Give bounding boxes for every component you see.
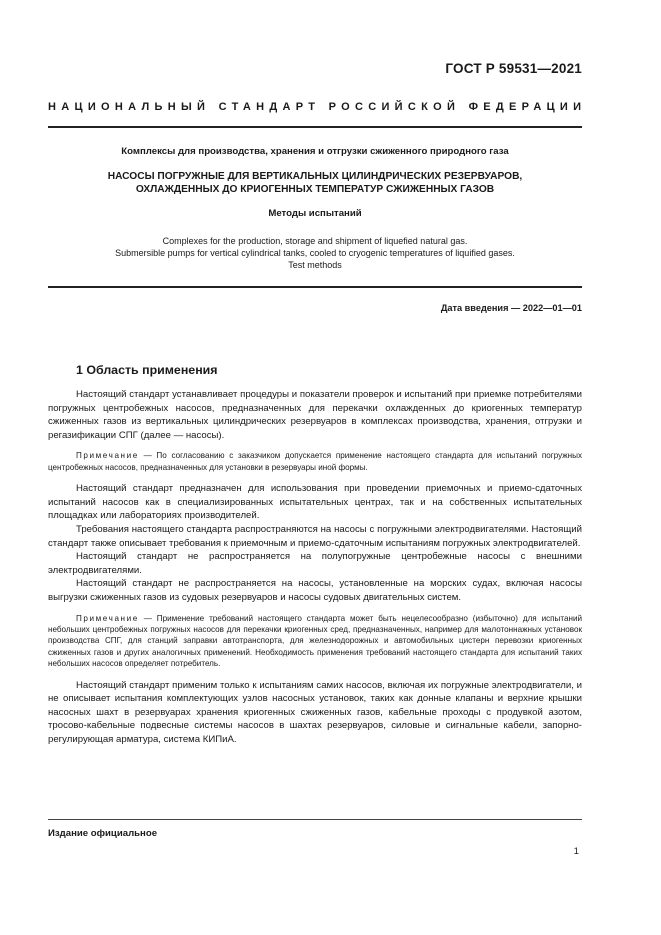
title-divider xyxy=(48,286,582,288)
section-heading: 1 Область применения xyxy=(76,363,218,377)
document-title xyxy=(48,170,582,196)
note-2 xyxy=(48,613,582,670)
title-line-1: НАСОСЫ ПОГРУЖНЫЕ ДЛЯ ВЕРТИКАЛЬНЫХ ЦИЛИНДРИЧЕСКИХ РЕЗЕРВУАРОВ, xyxy=(107,171,523,182)
english-title xyxy=(48,235,582,272)
english-line-3: Test methods xyxy=(288,260,342,271)
english-line-2: Submersible pumps for vertical cylindrical tanks, cooled to cryogenic temperatures of liquified gases. xyxy=(115,248,515,259)
paragraph-2: Настоящий стандарт предназначен для использования при проведении приемочных и приемо-сдаточных испытаний насосов как в специализированных испытательных центрах, так и на собственных испытательных площадках или лабораториях производителей. xyxy=(48,483,582,522)
note-1 xyxy=(48,450,582,473)
footer-divider xyxy=(48,819,582,820)
top-divider xyxy=(48,126,582,128)
document-subtitle: Комплексы для производства, хранения и отгрузки сжиженного природного газа xyxy=(121,146,509,157)
standard-number: ГОСТ Р 59531—2021 xyxy=(445,61,582,76)
section-body xyxy=(48,388,582,747)
note-text: — Применение требований настоящего стандарта может быть нецелесообразно (избыточно) для испытаний небольших центробежных погружных насосов для перекачки криогенных сред, предназначенных, например для малотоннажных установок производства СПГ, для станций заправки автотранспорта, для железнодорожных и автомобильных цистерн перевозки криогенных сжиженных газов и других аналогичных применений. Необходимость применения требований настоящего стандарта для испытаний таких небольших насосов определяет потребитель. xyxy=(48,613,582,669)
page-number: 1 xyxy=(573,846,579,857)
methods-heading: Методы испытаний xyxy=(268,208,362,219)
note-label: Примечание xyxy=(76,451,139,461)
title-line-2: ОХЛАЖДЕННЫХ ДО КРИОГЕННЫХ ТЕМПЕРАТУР СЖИЖЕННЫХ ГАЗОВ xyxy=(135,184,495,195)
official-edition: Издание официальное xyxy=(48,828,158,839)
national-standard-heading: НАЦИОНАЛЬНЫЙ СТАНДАРТ РОССИЙСКОЙ ФЕДЕРАЦИИ xyxy=(48,101,587,113)
paragraph-4: Настоящий стандарт не распространяется на полупогружные центробежные насосы с внешними электродвигателями. xyxy=(48,551,582,576)
paragraph-1: Настоящий стандарт устанавливает процедуры и показатели проверок и испытаний при приемке потребителями погружных центробежных насосов, предназначенных для перекачки охлажденных до криогенных температур сжиженных газов из вертикальных цилиндрических резервуаров в комплексах производства, хранения, отгрузки и регазификации СПГ (далее — насосы). xyxy=(48,389,582,441)
paragraph-5: Настоящий стандарт не распространяется на насосы, установленные на морских судах, включая насосы выгрузки сжиженных газов из судовых резервуаров и насосы судовых двигательных систем. xyxy=(48,578,582,603)
paragraph-6: Настоящий стандарт применим только к испытаниям самих насосов, включая их погружные электродвигатели, и не описывает испытания комплектующих узлов насосных установок, таких как донные клапаны и верхние крышки насосных шахт в резервуарах хранения криогенных сжиженных газов, кабельные проходы с продувкой азотом, тросово-кабельные подвесные системы насосов в шахтах резервуаров, силовые и сигнальные кабели, запорно-регулирующая арматура, система КИПиА. xyxy=(48,679,582,745)
english-line-1: Complexes for the production, storage and shipment of liquefied natural gas. xyxy=(162,236,468,246)
introduction-date: Дата введения — 2022—01—01 xyxy=(440,303,582,313)
note-label: Примечание xyxy=(76,613,139,623)
note-text: — По согласованию с заказчиком допускается применение настоящего стандарта для испытаний погружных центробежных насосов, предназначенных для установки в резервуары иной формы. xyxy=(48,451,582,472)
paragraph-3: Требования настоящего стандарта распространяются на насосы с погружными электродвигателями. Настоящий стандарт также описывает требования к приемочным и приемо-сдаточным испытаниям погружных электродвигателей. xyxy=(48,523,582,549)
